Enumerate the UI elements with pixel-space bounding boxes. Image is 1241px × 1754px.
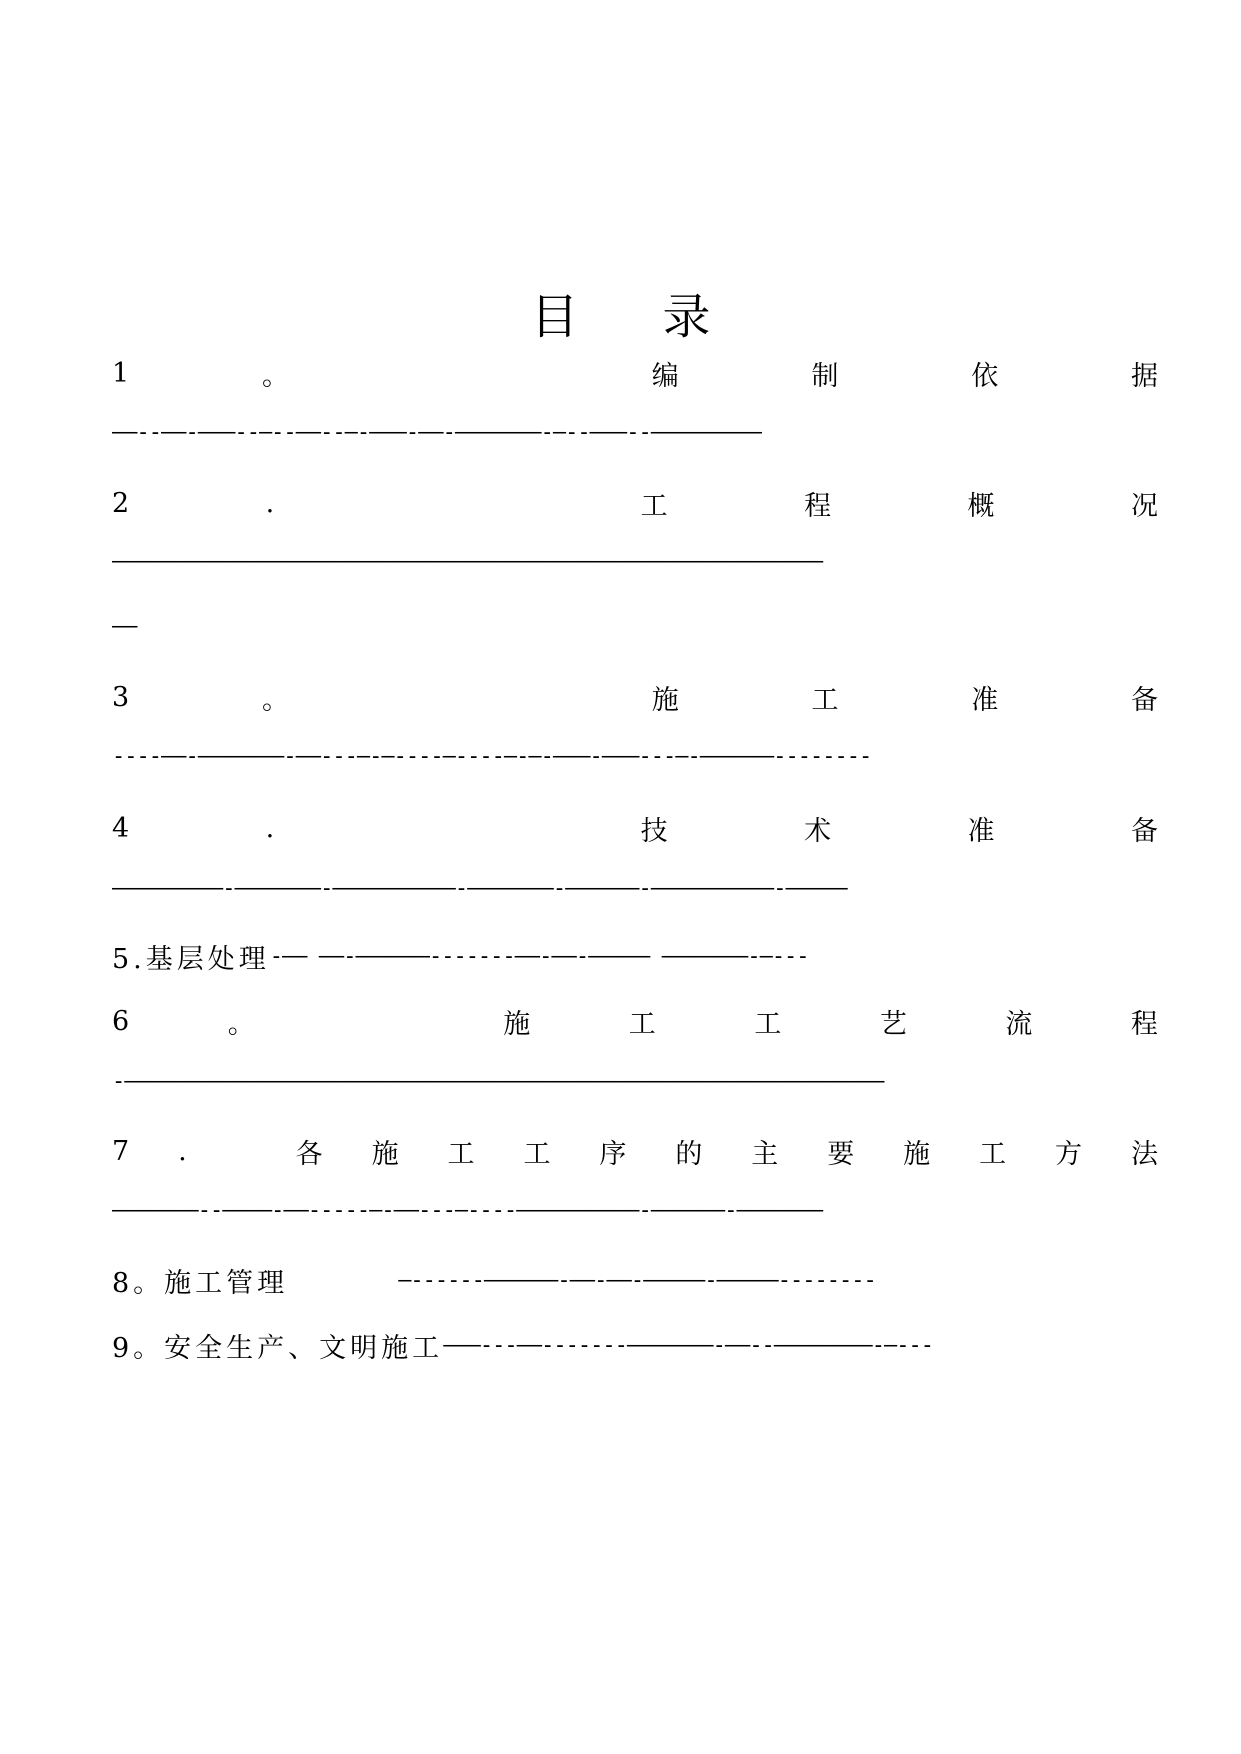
toc-leader-2: ——————————————————————————————————————————————————————————	[112, 549, 823, 574]
toc-leader-7: ———————--————-——-----—-——---—----——————————-——————-———————	[112, 1198, 823, 1223]
toc-item-3[interactable]: 3 。 施 工 准 备	[112, 681, 1158, 716]
toc-item-9[interactable]: 9。安全生产、文明施工 ———---——-------———————-——--————————-—---	[112, 1332, 933, 1364]
toc-leader-8: —------——————-——-——-—————-—————--------	[398, 1267, 876, 1293]
toc-item-7[interactable]: 7 . 各 施 工 工 序 的 主 要 施 工 方 法	[112, 1135, 1158, 1170]
toc-item-8[interactable]: 8。施工管理 —------——————-——-——-—————-—————--------	[112, 1267, 876, 1299]
toc-item-1[interactable]: 1 。 编 制 依 据	[112, 357, 1158, 392]
title-char-2: 录	[662, 288, 711, 345]
toc-item-2[interactable]: 2 . 工 程 概 况	[112, 487, 1158, 522]
page-title	[0, 282, 1241, 345]
toc-leader-9: ———---——-------———————-——--————————-—---	[443, 1332, 933, 1358]
toc-leader-6: -——————————————————————————————————————————————————————————————	[112, 1069, 884, 1094]
toc-item-6[interactable]: 6 。 施 工 工 艺 流 程	[112, 1005, 1158, 1040]
toc-leader-1: ——--——-———--—--——--—-———-——-———————-—--———--—————————	[112, 420, 761, 445]
toc-leader-2-cont: ——	[112, 614, 137, 639]
toc-leader-5: -—— ——-——————-------——-——-————— ———————-—---	[269, 943, 809, 969]
toc-item-5[interactable]: 5.基层处理 -—— ——-——————-------——-——-————— ———————-—---	[112, 943, 809, 975]
title-char-1: 目	[530, 288, 579, 345]
toc-leader-3: ----——-———————-——---—-—----—----—-—-———-———---—-——————--------	[112, 744, 872, 769]
toc-leader-4: —————————-———————-——————————-———————-——————-——————————-—————	[112, 876, 847, 901]
toc-item-4[interactable]: 4 . 技 术 准 备	[112, 812, 1158, 847]
